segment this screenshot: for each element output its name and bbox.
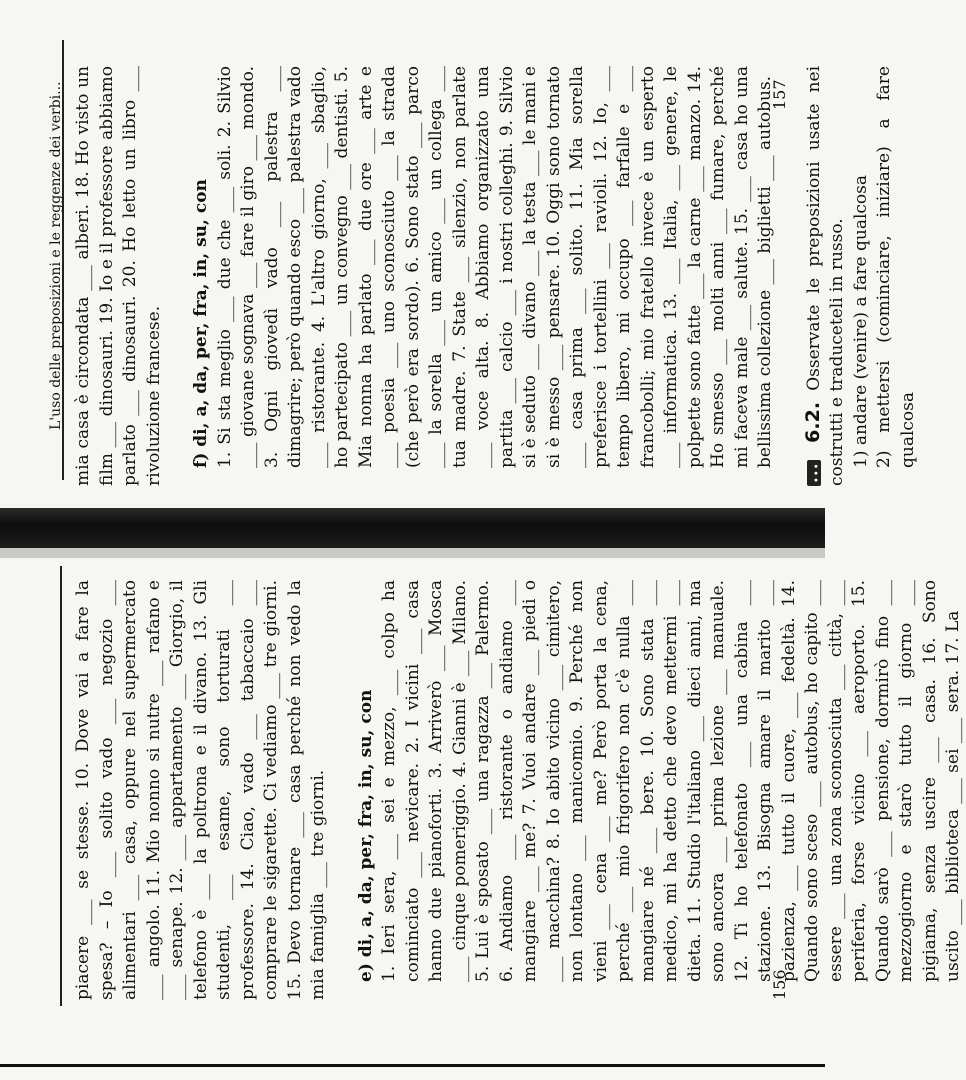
right-page-body [72, 66, 920, 486]
exercise-heading [802, 66, 850, 486]
section-e-heading: e) di, a, da, per, fra, in, su, con [355, 689, 376, 982]
list-item: 1) andare (venire) a fare qualcosa [850, 174, 871, 468]
paragraph: 1. Si sta meglio ___ due che ___ soli. 2. Silvio ___ giovane sognava ___ fare il giro ___ mondo. 3. Ogni giovedì vado ___ palestra ___ dimagrire; però quando esco ___ palestra vado ___ ristorante. 4. L'altro giorno, ___ sbaglio, ho partecipato ___ un convegno ___ dentisti. 5. Mia nonna ha parlato ___ due ore ___ arte e ___ poesia ___ uno sconosciuto ___ la strada (che però era sordo). 6. Sono stato ___ parco ___ la sorella ___ un amico ___ un collega ___ tua madre. 7. State ___ silenzio, non parlate ___ voce alta. 8. Abbiamo organizzato una partita ___ calcio ___ i nostri colleghi. 9. Silvio si è seduto ___ divano ___ la testa ___ le mani e si è messo ___ pensare. 10. Oggi sono tornato ___ casa prima ___ solito. 11. Mia sorella preferisce i tortellini ___ ravioli. 12. Io, ___ tempo libero, mi occupo ___ farfalle e ___ francobolli; mio fratello invece è un esperto ___ informatica. 13. ___ Italia, ___ genere, le polpette sono fatte ___ la carne ___ manzo. 14. Ho smesso ___ molti anni ___ fumare, perché mi faceva male ___ salute. 15. ___ casa ho una bellissima collezione ___ biglietti ___ autobus. [214, 66, 775, 468]
paragraph: 1. Ieri sera, ___ sei e mezzo, ___ colpo ha cominciato ___ nevicare. 2. I vicini ___ casa hanno due pianoforti. 3. Arriverò ___ Mosca ___ cinque pomeriggio. 4. Gianni è ___ Milano. 5. Lui è sposato ___ una ragazza ___ Palermo. 6. Andiamo ___ ristorante o andiamo ___ mangiare ___ me? 7. Vuoi andare ___ piedi o ___ macchina? 8. Io abito vicino ___ cimitero, non lontano ___ manicomio. 9. Perché non vieni ___ cena ___ me? Però porta la cena, perché ___ mio frigorifero non c'è nulla ___ mangiare né ___ bere. 10. Sono stata ___ medico, mi ha detto che devo mettermi ___ dieta. 11. Studio l'italiano ___ dieci anni, ma sono ancora ___ prima lezione ___ manuale. 12. Ti ho telefonato ___ una cabina ___ stazione. 13. Bisogna amare il marito ___ pazienza, ___ tutto il cuore, ___ fedeltà. 14. Quando sono sceso ___ autobus, ho capito ___ essere ___ una zona sconosciuta ___ città, ___ periferia, forse vicino ___ aeroporto. 15. Quando sarò ___ pensione, dormirò fino ___ mezzogiorno e starò tutto il giorno ___ pigiama, senza uscire ___ casa. 16. Sono uscito ___ biblioteca ___ sei ___ sera. 17. La [379, 580, 963, 982]
page-number-left: 156 [770, 969, 789, 1000]
bottom-edge [0, 1064, 825, 1067]
left-page-body [72, 580, 966, 1000]
exercise-icon [807, 460, 821, 486]
gutter-band [0, 508, 825, 548]
paragraph: piacere ___ se stesse. 10. Dove vai a fare la spesa? – Io ___ solito vado ___ negozio ___ alimentari ___ casa, oppure nel supermercato ___ angolo. 11. Mio nonno si nutre ___ rafano e ___ senape. 12. ___ appartamento ___ Giorgio, il telefono è ___ la poltrona e il divano. 13. Gli studenti, ___ esame, sono torturati ___ professore. 14. Ciao, vado ___ tabaccaio ___ comprare le sigarette. Ci vediamo ___ tre giorni. 15. Devo tornare ___ casa perché non vedo la mia famiglia ___ tre giorni. [73, 580, 328, 1000]
page-number-right: 157 [770, 79, 789, 110]
section-f-heading: f) di, a, da, per, fra, in, su, con [191, 179, 211, 468]
header-rule-left [60, 566, 62, 1006]
gutter-shadow [0, 548, 825, 558]
exercise-instruction: Osservate le preposizioni usate nei costrutti e traducetelі in russo. [803, 65, 847, 486]
paragraph: mia casa è circondata ___ alberi. 18. Ho visto un film ___ dinosauri. 19. Io e il professore abbiamo parlato ___ dinosauri. 20. Ho letto un libro ___ rivoluzione francese. [73, 66, 164, 486]
page-header-right: L'uso delle preposizioni e le reggenze dei verbi... [48, 81, 64, 430]
exercise-number: 6.2. [801, 401, 824, 443]
list-item: 2) mettersi (cominciare, iniziare) a fare qualcosa [874, 66, 918, 468]
